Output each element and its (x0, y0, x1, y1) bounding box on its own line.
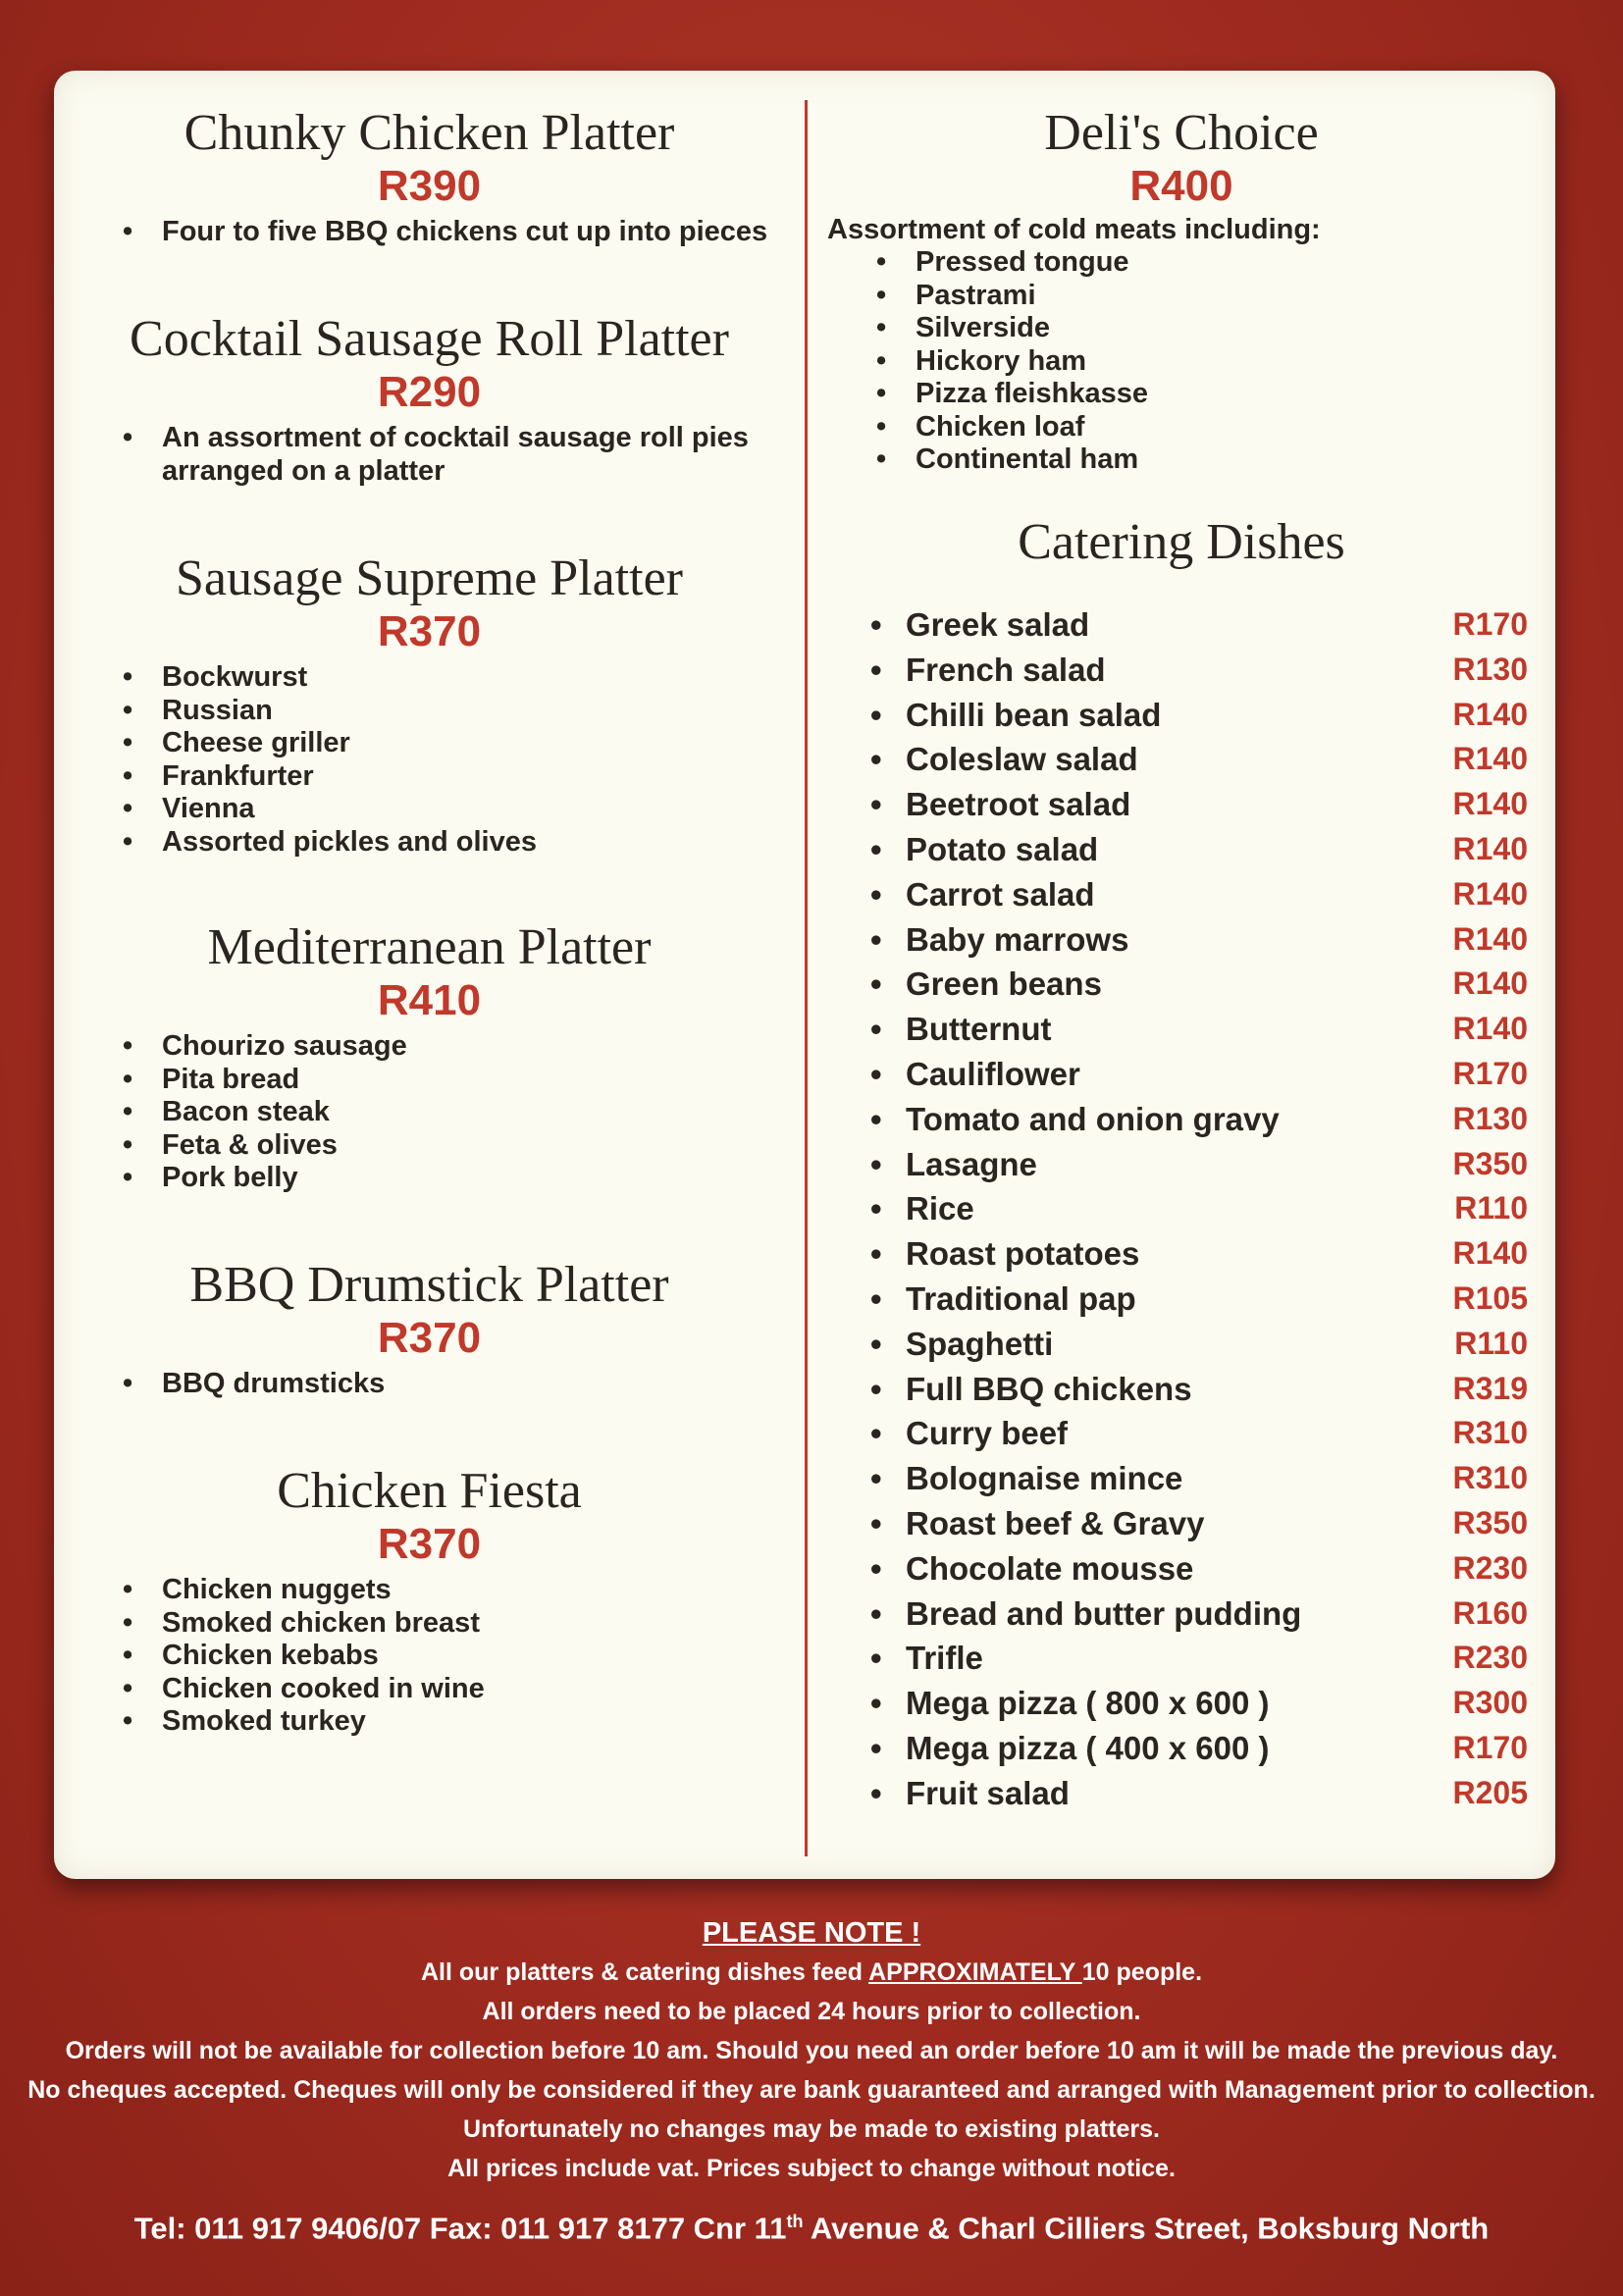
delis-choice-price: R400 (1129, 162, 1233, 210)
dish-price: R140 (1452, 1235, 1528, 1272)
dish-price: R110 (1454, 1325, 1528, 1361)
dish-price: R230 (1452, 1640, 1528, 1676)
catering-row: • Carrot salad R140 (808, 872, 1555, 917)
menu-card (54, 71, 1555, 1879)
platter-items (54, 422, 805, 488)
dish-name: Tomato and onion gravy (906, 1100, 1280, 1137)
platter-cocktail-sausage-roll (54, 311, 805, 488)
dish-price: R205 (1452, 1774, 1528, 1810)
catering-row: • Trifle R230 (808, 1636, 1555, 1681)
catering-row: • Chocolate mousse R230 (808, 1546, 1555, 1592)
list-item: • Pressed tongue (876, 246, 1555, 280)
dish-name: Baby marrows (906, 920, 1129, 958)
note-line: Orders will not be available for collection before 10 am. Should you need an order before 10 am it will be made the previous day. (65, 2037, 1558, 2064)
list-item: • Frankfurter (123, 760, 805, 794)
catering-row: • Lasagne R350 (808, 1142, 1555, 1187)
list-item: • Silverside (876, 312, 1555, 345)
dish-name: Butternut (906, 1011, 1052, 1048)
dish-price: R350 (1452, 1145, 1528, 1181)
dish-price: R350 (1452, 1504, 1528, 1540)
dish-name: Coleslaw salad (906, 741, 1138, 778)
dish-name: Potato salad (906, 830, 1099, 867)
list-item: • Pastrami (876, 280, 1555, 313)
delis-choice-intro: Assortment of cold meats including: (827, 214, 1321, 245)
contact-info (0, 2202, 1623, 2248)
note-line: All prices include vat. Prices subject to change without notice. (447, 2155, 1176, 2182)
note-line: Unfortunately no changes may be made to existing platters. (463, 2115, 1160, 2143)
dish-price: R170 (1452, 1055, 1528, 1091)
catering-row: • Tomato and onion gravy R130 (808, 1097, 1555, 1142)
dish-price: R170 (1452, 1729, 1528, 1765)
delis-choice-section (808, 105, 1555, 477)
dish-price: R310 (1452, 1415, 1528, 1451)
dish-price: R160 (1452, 1594, 1528, 1631)
catering-row: • Cauliflower R170 (808, 1052, 1555, 1097)
contact-text: Tel: 011 917 9406/07 Fax: 011 917 8177 Cnr 11 (133, 2211, 787, 2246)
catering-row: • Curry beef R310 (808, 1411, 1555, 1456)
platter-title: Cocktail Sausage Roll Platter (130, 311, 729, 367)
platter-items (54, 1368, 805, 1401)
dish-name: French salad (906, 651, 1106, 688)
list-item: • Chicken loaf (876, 411, 1555, 444)
dish-price: R140 (1452, 965, 1528, 1002)
list-item: • BBQ drumsticks (123, 1368, 805, 1401)
contact-sup: th (786, 2212, 804, 2231)
catering-row: • Traditional pap R105 (808, 1277, 1555, 1322)
catering-row: • Fruit salad R205 (808, 1771, 1555, 1816)
dish-name: Mega pizza ( 400 x 600 ) (906, 1729, 1270, 1766)
platter-items (54, 1030, 805, 1195)
note-line: All orders need to be placed 24 hours prior to collection. (482, 1998, 1141, 2025)
dish-name: Rice (906, 1190, 974, 1227)
dish-price: R105 (1452, 1279, 1528, 1316)
dish-price: R140 (1452, 741, 1528, 777)
catering-list (808, 602, 1555, 1816)
list-item: • Pork belly (123, 1162, 805, 1195)
catering-row: • Roast beef & Gravy R350 (808, 1501, 1555, 1546)
list-item: • Chicken cooked in wine (123, 1673, 805, 1706)
platter-title: Sausage Supreme Platter (176, 550, 683, 606)
platter-price: R290 (377, 368, 482, 416)
dish-price: R230 (1452, 1549, 1528, 1586)
dish-name: Curry beef (906, 1415, 1069, 1452)
list-item: • Feta & olives (123, 1129, 805, 1163)
platter-title: BBQ Drumstick Platter (189, 1257, 669, 1313)
dish-price: R300 (1452, 1685, 1528, 1721)
note-line (0, 1953, 1623, 1992)
dish-name: Fruit salad (906, 1774, 1070, 1811)
list-item: • Smoked chicken breast (123, 1607, 805, 1641)
catering-row: • Bread and butter pudding R160 (808, 1592, 1555, 1637)
dish-price: R140 (1452, 1011, 1528, 1047)
platter-price: R390 (377, 162, 482, 210)
list-item: • Continental ham (876, 444, 1555, 477)
dish-name: Bread and butter pudding (906, 1594, 1302, 1632)
catering-row: • Rice R110 (808, 1186, 1555, 1231)
dish-name: Spaghetti (906, 1325, 1054, 1362)
list-item: • Vienna (123, 793, 805, 826)
list-item: • Assorted pickles and olives (123, 826, 805, 860)
dish-price: R140 (1452, 786, 1528, 822)
list-item: • Pita bread (123, 1064, 805, 1097)
list-item: • Hickory ham (876, 345, 1555, 379)
note-line: No cheques accepted. Cheques will only be considered if they are bank guaranteed and arranged with Management prior to collection. (27, 2076, 1596, 2104)
platter-items (54, 216, 805, 249)
note-emphasis: APPROXIMATELY (868, 1958, 1082, 1986)
dish-name: Lasagne (906, 1145, 1037, 1182)
dish-price: R140 (1452, 696, 1528, 732)
platter-items (54, 661, 805, 859)
list-item: • Bockwurst (123, 661, 805, 695)
catering-row: • Coleslaw salad R140 (808, 737, 1555, 782)
dish-name: Cauliflower (906, 1055, 1080, 1092)
catering-row: • Mega pizza ( 400 x 600 ) R170 (808, 1726, 1555, 1771)
platter-price: R370 (377, 1520, 482, 1568)
catering-row: • Butternut R140 (808, 1007, 1555, 1052)
platter-title: Mediterranean Platter (207, 919, 652, 975)
list-item: • Bacon steak (123, 1096, 805, 1129)
catering-row: • Full BBQ chickens R319 (808, 1367, 1555, 1412)
list-item: • Chicken nuggets (123, 1574, 805, 1607)
list-item: • Four to five BBQ chickens cut up into pieces (123, 216, 805, 249)
dish-name: Beetroot salad (906, 786, 1131, 823)
list-item: • Chourizo sausage (123, 1030, 805, 1064)
platter-mediterranean (54, 919, 805, 1195)
dish-price: R310 (1452, 1460, 1528, 1496)
platter-title: Chicken Fiesta (277, 1463, 582, 1519)
platter-items (54, 1574, 805, 1739)
platter-chicken-fiesta (54, 1463, 805, 1739)
list-item: • Cheese griller (123, 727, 805, 760)
dish-name: Traditional pap (906, 1279, 1136, 1317)
catering-row: • Baby marrows R140 (808, 917, 1555, 963)
catering-row: • Green beans R140 (808, 962, 1555, 1007)
catering-row: • Roast potatoes R140 (808, 1231, 1555, 1277)
note-text: All our platters & catering dishes feed (420, 1958, 869, 1986)
dish-price: R140 (1452, 875, 1528, 912)
catering-row: • French salad R130 (808, 648, 1555, 693)
catering-dishes-section (808, 514, 1555, 1816)
platter-bbq-drumstick (54, 1257, 805, 1401)
catering-row: • Bolognaise mince R310 (808, 1456, 1555, 1501)
catering-row: • Beetroot salad R140 (808, 782, 1555, 827)
dish-name: Roast beef & Gravy (906, 1504, 1205, 1541)
dish-name: Carrot salad (906, 875, 1095, 913)
dish-name: Roast potatoes (906, 1235, 1140, 1273)
catering-row: • Spaghetti R110 (808, 1322, 1555, 1367)
footer-notes (0, 1913, 1623, 2248)
catering-row: • Chilli bean salad R140 (808, 693, 1555, 738)
dish-name: Chilli bean salad (906, 696, 1162, 733)
please-note-heading: PLEASE NOTE ! (702, 1917, 921, 1949)
dish-name: Greek salad (906, 606, 1090, 643)
dish-price: R130 (1452, 1100, 1528, 1136)
dish-name: Chocolate mousse (906, 1549, 1194, 1587)
list-item: • Chicken kebabs (123, 1640, 805, 1673)
dish-price: R130 (1452, 651, 1528, 687)
dish-name: Mega pizza ( 800 x 600 ) (906, 1685, 1270, 1722)
platter-price: R410 (377, 976, 482, 1024)
dish-price: R319 (1452, 1370, 1528, 1406)
platter-title: Chunky Chicken Platter (183, 105, 675, 161)
list-item: • An assortment of cocktail sausage roll pies arranged on a platter (123, 422, 751, 488)
list-item: • Pizza fleishkasse (876, 378, 1555, 411)
catering-row: • Mega pizza ( 800 x 600 ) R300 (808, 1681, 1555, 1726)
list-item: • Russian (123, 695, 805, 728)
delis-choice-title: Deli's Choice (1044, 105, 1319, 161)
platter-price: R370 (377, 607, 482, 655)
contact-text: Avenue & Charl Cilliers Street, Boksburg North (803, 2211, 1490, 2246)
dish-price: R170 (1452, 606, 1528, 642)
platter-chunky-chicken (54, 105, 805, 249)
catering-row: • Potato salad R140 (808, 827, 1555, 872)
platter-price: R370 (377, 1314, 482, 1362)
catering-title: Catering Dishes (1018, 514, 1345, 570)
dish-name: Green beans (906, 965, 1102, 1003)
list-item: • Smoked turkey (123, 1705, 805, 1739)
dish-name: Trifle (906, 1640, 983, 1677)
note-text: 10 people. (1081, 1958, 1203, 1986)
platter-sausage-supreme (54, 550, 805, 859)
dish-price: R140 (1452, 830, 1528, 866)
dish-price: R110 (1454, 1190, 1528, 1226)
dish-price: R140 (1452, 920, 1528, 957)
dish-name: Full BBQ chickens (906, 1370, 1192, 1407)
catering-row: • Greek salad R170 (808, 602, 1555, 648)
delis-choice-items (808, 246, 1555, 477)
dish-name: Bolognaise mince (906, 1460, 1183, 1497)
